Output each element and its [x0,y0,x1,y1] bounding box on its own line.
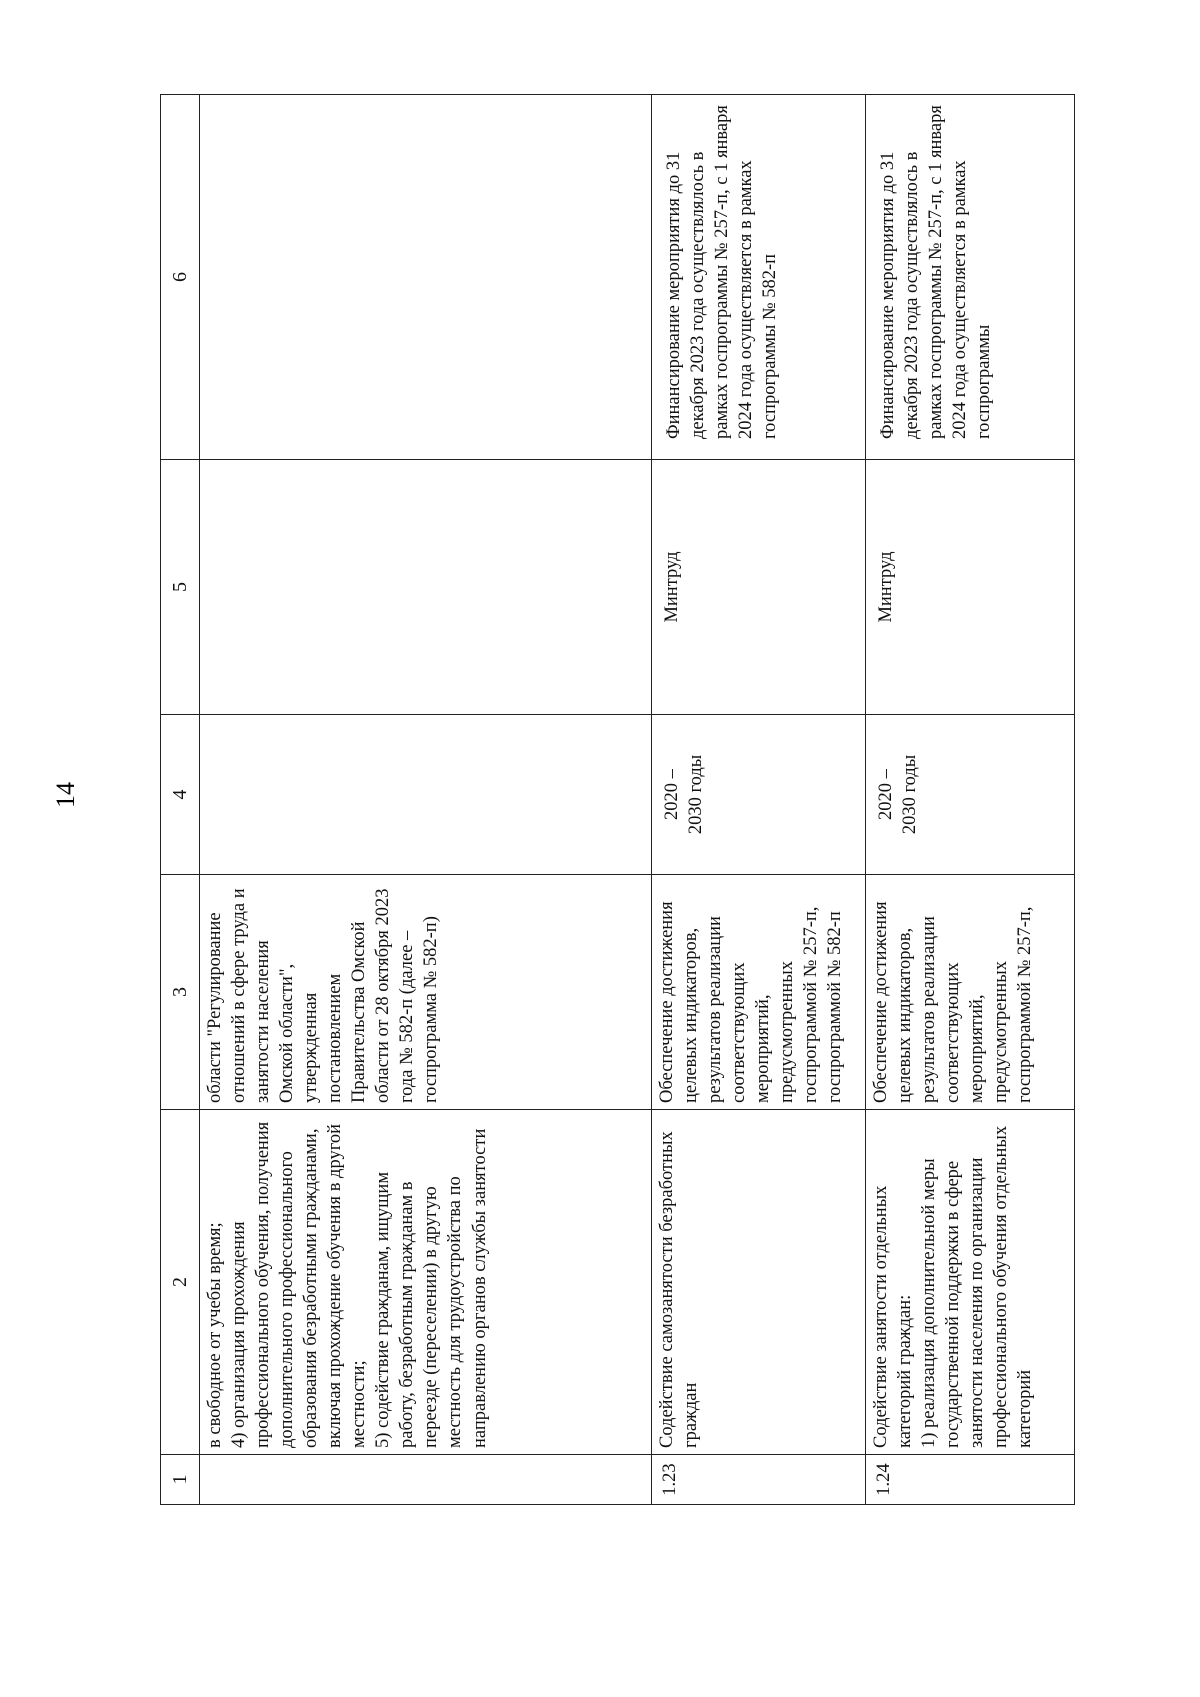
header-col-4: 4 [161,715,200,875]
table-header-row [161,95,200,1505]
measure-period [200,715,652,875]
header-col-6: 6 [161,95,200,460]
measure-note [200,95,652,460]
table-row [866,95,1075,1505]
measure-goal: Обеспечение достижения целевых индикаторов, результатов реализации соответствующих мероприятий, предусмотренных госпрограммой № 257-п, госпрограммой № 582-п [652,875,866,1110]
rotated-table-wrapper [160,95,1075,1505]
header-col-1: 1 [161,1455,200,1505]
measure-note: Финансирование мероприятия до 31 декабря 2023 года осуществлялось в рамках госпрограммы № 257-п, с 1 января 2024 года осуществляется в рамках госпрограммы № 582-п [652,95,866,460]
measure-description: Содействие самозанятости безработных граждан [652,1110,866,1455]
row-number [200,1455,652,1505]
row-number: 1.24 [866,1455,1075,1505]
row-number: 1.23 [652,1455,866,1505]
measure-period: 2020 – 2030 годы [652,715,866,875]
header-col-5: 5 [161,460,200,715]
measure-goal: Обеспечение достижения целевых индикаторов, результатов реализации соответствующих мероприятий, предусмотренных госпрограммой № 257-п, [866,875,1075,1110]
measure-description: в свободное от учебы время; 4) организация прохождения профессионального обучения, получения дополнительного профессионального образования безработными гражданами, включая прохождение обучения в другой местности; 5) содействие гражданам, ищущим работу, безработным гражданам в переезде (переселении) в другую местность для трудоустройства по направлению органов службы занятости [200,1110,652,1455]
measure-executor: Минтруд [866,460,1075,715]
table-row [200,95,652,1505]
measure-executor: Минтруд [652,460,866,715]
header-col-2: 2 [161,1110,200,1455]
measures-table [160,94,1075,1505]
table-row [652,95,866,1505]
measure-description: Содействие занятости отдельных категорий граждан: 1) реализация дополнительной меры государственной поддержки в сфере занятости населения по организации профессионального обучения отдельных категорий [866,1110,1075,1455]
measure-period: 2020 – 2030 годы [866,715,1075,875]
measure-goal: области "Регулирование отношений в сфере труда и занятости населения Омской области", утвержденная постановлением Правительства Омской области от 28 октября 2023 года № 582-п (далее – госпрограмма № 582-п) [200,875,652,1110]
measure-note: Финансирование мероприятия до 31 декабря 2023 года осуществлялось в рамках госпрограммы № 257-п, с 1 января 2024 года осуществляется в рамках госпрограммы [866,95,1075,460]
page-number: 14 [51,782,80,808]
measure-executor [200,460,652,715]
header-col-3: 3 [161,875,200,1110]
